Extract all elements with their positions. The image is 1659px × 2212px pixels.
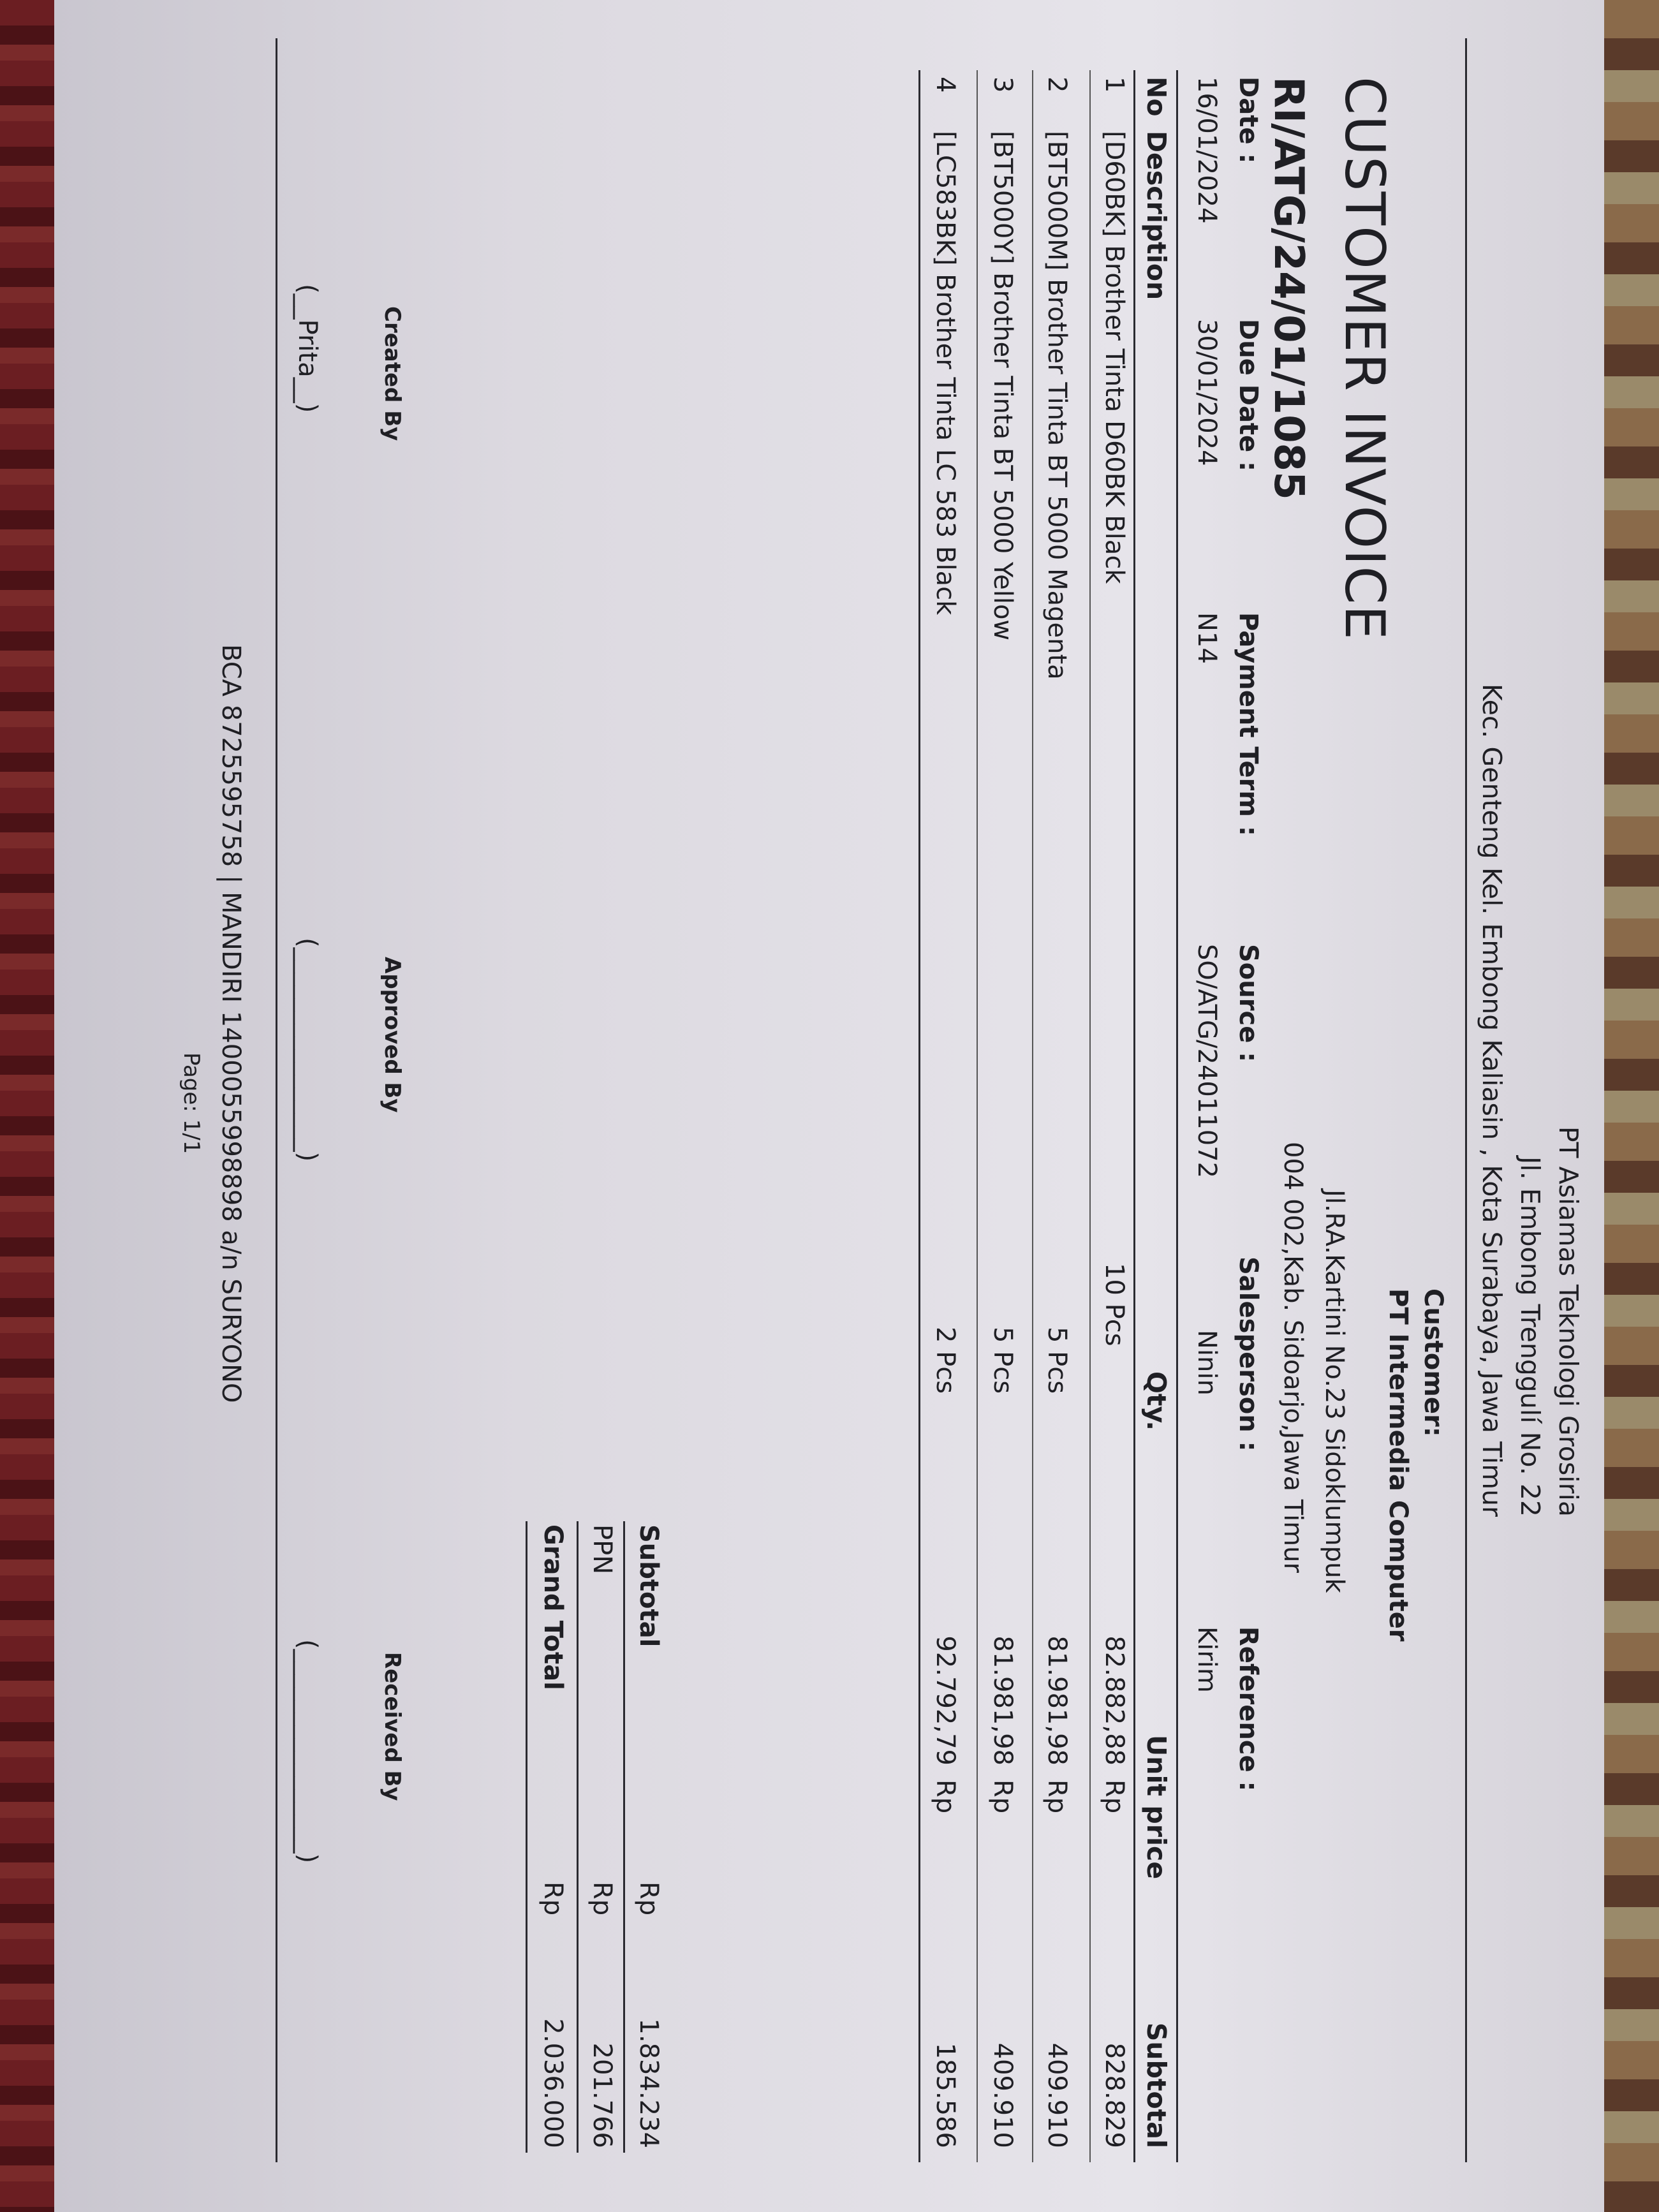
ppn-value: 201.766 (587, 2042, 617, 2148)
background-fabric-left (0, 0, 57, 2212)
row-number: 1 (1100, 77, 1129, 93)
salesperson-value: Ninin (1192, 1330, 1221, 1396)
row-subtotal: 185.586 (931, 2042, 960, 2148)
company-address-line1: Jl. Embong Trenggulí No. 22 (1515, 1156, 1545, 1517)
received-by-signature-line: (________________) (293, 1639, 322, 1864)
ppn-currency: Rp (587, 1882, 617, 1916)
ppn-label: PPN (587, 1524, 617, 1575)
due-date-value: 30/01/2024 (1192, 319, 1221, 466)
payment-term-label: Payment Term : (1234, 612, 1263, 836)
ppn-divider (577, 1521, 579, 2153)
row-description: [BT5000Y] Brother Tinta BT 5000 Yellow (988, 131, 1017, 641)
grand-total-currency: Rp (538, 1882, 568, 1916)
column-header-qty: Qty. (1141, 1371, 1172, 1431)
received-by-label: Received By (380, 1652, 405, 1801)
row-divider (977, 70, 978, 2162)
row-number: 3 (988, 77, 1017, 93)
created-by-name: (__Prita__) (293, 284, 322, 413)
subtotal-value: 1.834.234 (634, 2018, 663, 2148)
date-value: 16/01/2024 (1192, 77, 1221, 224)
salesperson-label: Salesperson : (1234, 1257, 1263, 1452)
row-qty: 5 Pcs (1042, 1327, 1072, 1394)
due-date-label: Due Date : (1234, 319, 1263, 472)
background-fabric-right (1602, 0, 1659, 2212)
grand-total-value: 2.036.000 (538, 2018, 568, 2148)
row-description: [BT5000M] Brother Tinta BT 5000 Magenta (1042, 131, 1072, 680)
row-qty: 2 Pcs (931, 1327, 960, 1394)
source-value: SO/ATG/24011072 (1192, 944, 1221, 1179)
row-unit-price: 81.981,98 (1042, 1635, 1072, 1766)
page-number: Page: 1/1 (179, 1052, 204, 1154)
subtotal-divider (623, 1521, 625, 2153)
approved-by-label: Approved By (380, 957, 405, 1113)
row-number: 4 (931, 77, 960, 93)
customer-address-line2: 004 002,Kab. Sidoarjo,Jawa Timur (1278, 1142, 1308, 1573)
date-label: Date : (1234, 77, 1263, 164)
invoice-number: RI/ATG/24/01/1085 (1265, 77, 1312, 500)
row-description: [LC583BK] Brother Tinta LC 583 Black (931, 131, 960, 616)
grand-total-divider (526, 1521, 527, 2153)
row-number: 2 (1042, 77, 1072, 93)
row-description: [D60BK] Brother Tinta D60BK Black (1100, 131, 1129, 584)
table-bottom-border (918, 70, 920, 2162)
column-header-no: No (1141, 77, 1172, 117)
reference-label: Reference : (1234, 1626, 1263, 1792)
column-header-unit-price: Unit price (1141, 1735, 1172, 1880)
table-top-border (1176, 70, 1178, 2162)
subtotal-label: Subtotal (634, 1524, 663, 1648)
table-header-border (1133, 70, 1135, 2162)
grand-total-label: Grand Total (538, 1524, 568, 1690)
payment-term-value: N14 (1192, 612, 1221, 664)
customer-label: Customer: (1419, 1288, 1448, 1437)
row-currency: Rp (931, 1780, 960, 1814)
column-header-subtotal: Subtotal (1141, 2022, 1172, 2148)
approved-by-signature-line: (________________) (293, 938, 322, 1162)
source-label: Source : (1234, 944, 1263, 1063)
header-divider (1465, 38, 1467, 2162)
invoice-paper (54, 0, 1604, 2212)
row-unit-price: 82.882,88 (1100, 1635, 1129, 1766)
created-by-label: Created By (380, 306, 405, 441)
customer-name: PT Intermedia Computer (1383, 1288, 1413, 1642)
invoice-title: CUSTOMER INVOICE (1332, 77, 1396, 640)
row-divider (1089, 70, 1091, 2162)
row-subtotal: 409.910 (988, 2042, 1017, 2148)
row-unit-price: 81.981,98 (988, 1635, 1017, 1766)
row-unit-price: 92.792,79 (931, 1635, 960, 1766)
row-divider (1032, 70, 1033, 2162)
column-header-description: Description (1141, 131, 1172, 300)
row-currency: Rp (1042, 1780, 1072, 1814)
invoice-sheet (54, 0, 1604, 2212)
row-currency: Rp (988, 1780, 1017, 1814)
customer-address-line1: Jl.RA.Kartini No.23 Sidoklumpuk (1320, 1190, 1349, 1593)
company-address-line2: Kec. Genteng Kel. Embong Kaliasin , Kota Surabaya, Jawa Timur (1477, 683, 1507, 1517)
reference-value: Kirim (1192, 1626, 1221, 1693)
row-currency: Rp (1100, 1780, 1129, 1814)
row-qty: 5 Pcs (988, 1327, 1017, 1394)
row-qty: 10 Pcs (1100, 1263, 1129, 1346)
footer-divider (276, 38, 277, 2162)
company-name: PT Asiamas Teknologi Grosiria (1553, 1126, 1584, 1517)
row-subtotal: 409.910 (1042, 2042, 1072, 2148)
bank-account-info: BCA 8725595758 | MANDIRI 1400055998898 a/n SURYONO (216, 644, 246, 1403)
subtotal-currency: Rp (634, 1882, 663, 1916)
row-subtotal: 828.829 (1100, 2042, 1129, 2148)
